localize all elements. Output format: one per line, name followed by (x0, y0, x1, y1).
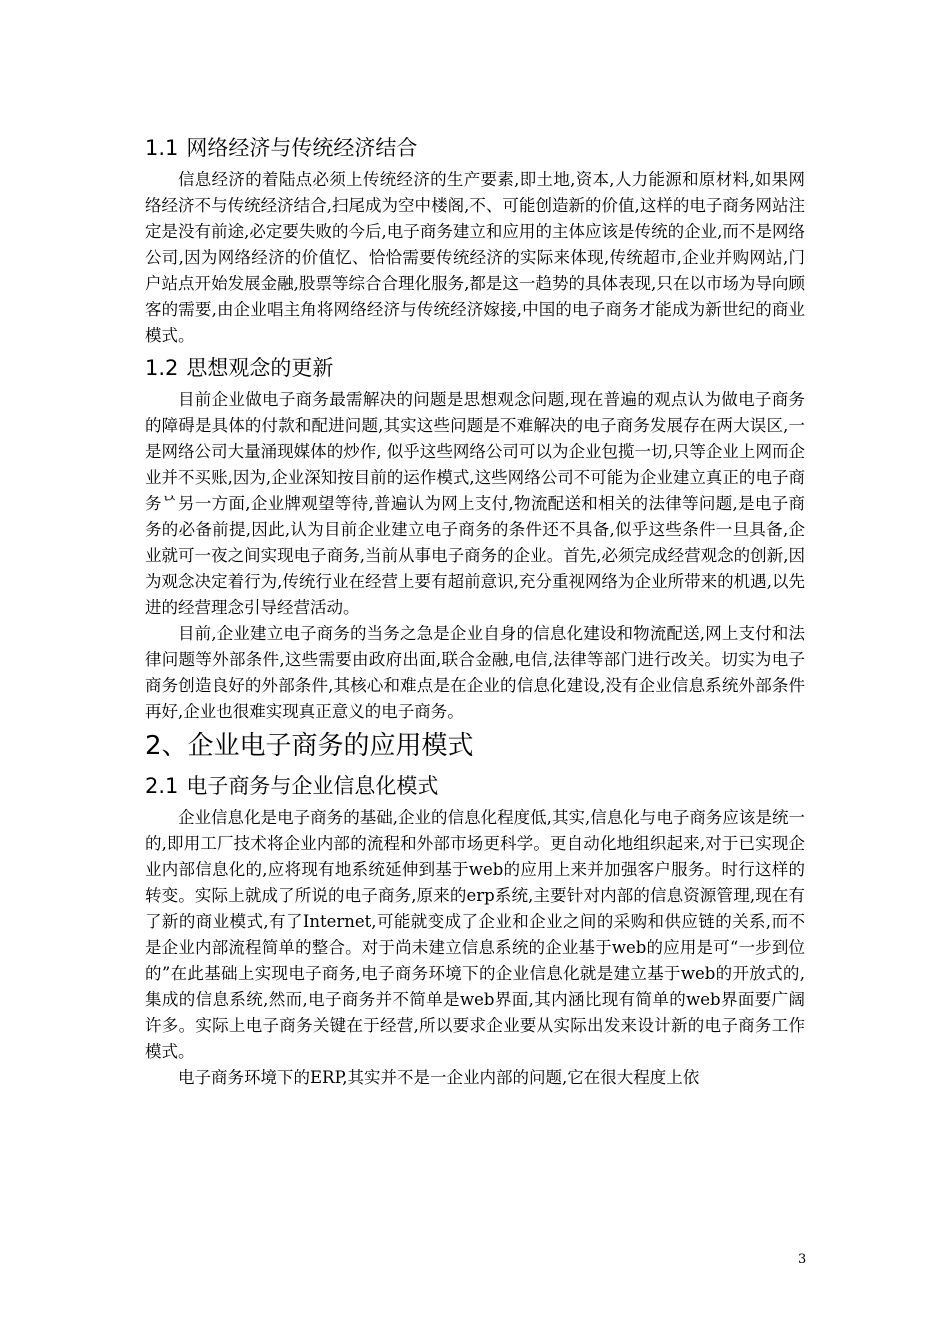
paragraph-1-1-a: 信息经济的着陆点必须上传统经济的生产要素,即土地,资本,人力能源和原材料,如果网络经济不与传统经济结合,扫尾成为空中楼阁,不、可能创造新的价值,这样的电子商务网站注定是没有前途,必定要失败的今后,电子商务建立和应用的主体应该是传统的企业,而不是网络公司,因为网络经济的价值忆、恰恰需要传统经济的实际来体现,传统超市,企业并购网站,门户站点开始发展金融,股票等综合合理化服务,都是这一趋势的具体表现,只在以市场为导向顾客的需要,由企业唱主角将网络经济与传统经济嫁接,中国的电子商务才能成为新世纪的商业模式。 (145, 170, 805, 345)
paragraph-1-2-a: 目前企业做电子商务最需解决的问题是思想观念问题,现在普遍的观点认为做电子商务的障碍是具体的付款和配进问题,其实这些问题是不难解决的电子商务发展存在两大误区,一是网络公司大量涌现媒体的炒作, 似乎这些网络公司可以为企业包揽一切,只等企业上网而企业并不买账,因为,企业深知按目前的运作模式,这些网络公司不可能为企业建立真正的电子商务ᅛ另一方面,企业牌观望等待,普遍认为网上支付,物流配送和相关的法律等问题,是电子商务的必备前提,因此,认为目前企业建立电子商务的条件还不具备,似乎这些条件一旦具备,企业就可一夜之间实现电子商务,当前从事电子商务的企业。首先,必须完成经营观念的创新,因为观念决定着行为,传统行业在经营上要有超前意识,充分重视网络为企业所带来的机遇,以先进的经营理念引导经营活动。 (145, 390, 805, 617)
document-body (145, 133, 805, 1091)
heading-2-1-title: 电子商务与企业信息化模式 (186, 774, 439, 798)
heading-1-2-title: 思想观念的更新 (186, 356, 334, 380)
heading-1-2 (145, 353, 805, 383)
paragraph-2-1-b: 电子商务环境下的ERP,其实并不是一企业内部的问题,它在很大程度上依 (178, 1068, 700, 1087)
page-number: 3 (798, 1252, 807, 1267)
paragraph-1-2-b: 目前,企业建立电子商务的当务之急是企业自身的信息化建设和物流配送,网上支付和法律问题等外部条件,这些需要由政府出面,联合金融,电信,法律等部门进行改关。切实为电子商务创造良好的外部条件,其核心和难点是在企业的信息化建设,没有企业信息系统外部条件再好,企业也很难实现真正意义的电子商务。 (145, 624, 805, 721)
heading-2: 2、企业电子商务的应用模式 (145, 731, 474, 761)
heading-1-1-title: 网络经济与传统经济结合 (186, 136, 418, 160)
paragraph-2-1-a: 企业信息化是电子商务的基础,企业的信息化程度低,其实,信息化与电子商务应该是统一的,即用工厂技术将企业内部的流程和外部市场更科学。更自动化地组织起来,对于已实现企业内部信息化的,应将现有地系统延伸到基于web的应用上来并加强客户服务。时行这样的转变。实际上就成了所说的电子商务,原来的erp系统,主要针对内部的信息资源管理,现在有了新的商业模式,有了Internet,可能就变成了企业和企业之间的采购和供应链的关系,而不是企业内部流程简单的整合。对于尚未建立信息系统的企业基于web的应用是可“一步到位的”在此基础上实现电子商务,电子商务环境下的企业信息化就是建立基于web的开放式的,集成的信息系统,然而,电子商务并不简单是web界面,其内涵比现有简单的web界面要广阔许多。实际上电子商务关键在于经营,所以要求企业要从实际出发来设计新的电子商务工作模式。 (145, 808, 805, 1061)
heading-1-2-number: 1.2 (145, 356, 179, 380)
heading-1-1 (145, 133, 805, 163)
heading-1-1-number: 1.1 (145, 136, 179, 160)
heading-2-1-number: 2.1 (145, 774, 179, 798)
heading-2-1 (145, 771, 805, 801)
